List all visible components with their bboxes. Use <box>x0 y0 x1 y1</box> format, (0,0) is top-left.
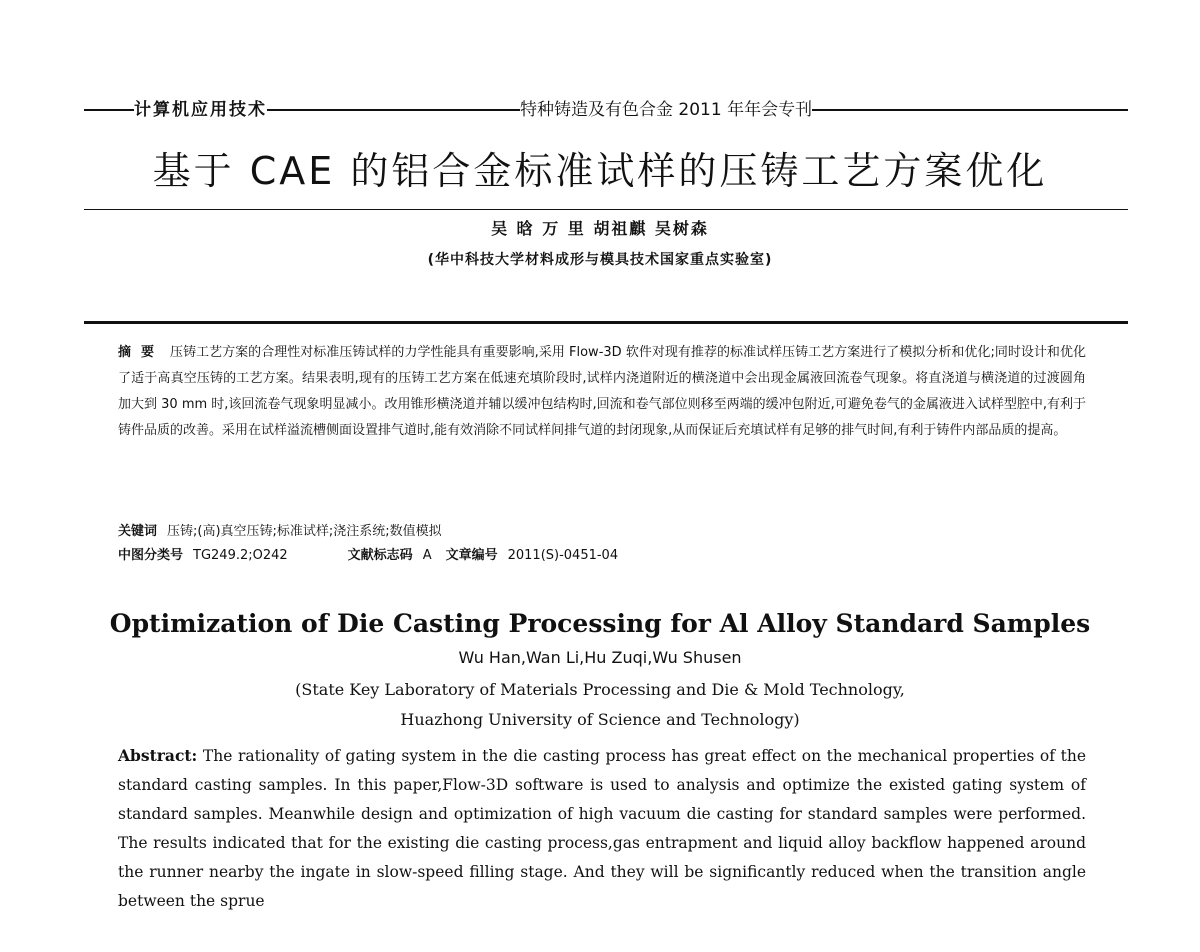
affiliation-en <box>0 675 1200 735</box>
keywords-cn-text: 压铸;(高)真空压铸;标准试样;浇注系统;数值模拟 <box>167 524 442 539</box>
authors-en: Wu Han,Wan Li,Hu Zuqi,Wu Shusen <box>458 648 742 667</box>
running-header <box>84 96 1128 124</box>
affiliation-en-line1: (State Key Laboratory of Materials Processing and Die & Mold Technology, <box>295 680 905 699</box>
header-journal-label: 特种铸造及有色合金 2011 年年会专刊 <box>520 96 812 124</box>
affiliation-en-line2: Huazhong University of Science and Technology) <box>400 710 800 729</box>
doc-code-value: A <box>422 548 432 563</box>
abstract-divider <box>84 321 1128 324</box>
doc-code-label: 文献标志码 <box>347 548 413 563</box>
abstract-cn-text: 压铸工艺方案的合理性对标准压铸试样的力学性能具有重要影响,采用 Flow-3D 软件对现有推荐的标准试样压铸工艺方案进行了模拟分析和优化;同时设计和优化了适于高真空压铸的工艺方案。结果表明,现有的压铸工艺方案在低速充填阶段时,试样内浇道附近的横浇道中会出现金属液回流卷气现象。将直浇道与横浇道的过渡圆角加大到 30 mm 时,该回流卷气现象明显减小。改用锥形横浇道并辅以缓冲包结构时,回流和卷气部位则移至两端的缓冲包附近,可避免卷气的金属液进入试样型腔中,有利于铸件品质的改善。采用在试样溢流槽侧面设置排气道时,能有效消除不同试样间排气道的封闭现象,从而保证后充填试样有足够的排气时间,有利于铸件内部品质的提高。 <box>118 345 1086 438</box>
keywords-cn-label: 关键词 <box>118 524 158 539</box>
classification-line <box>118 545 1086 567</box>
keywords-cn <box>118 521 1086 543</box>
abstract-cn <box>118 340 1086 444</box>
affiliation-cn: (华中科技大学材料成形与模具技术国家重点实验室) <box>427 252 773 268</box>
authors-cn: 吴 晗 万 里 胡祖麒 吴树森 <box>491 219 709 238</box>
paper-title-cn: 基于 CAE 的铝合金标准试样的压铸工艺方案优化 <box>152 149 1048 193</box>
article-no-value: 2011(S)-0451-04 <box>507 548 619 563</box>
abstract-en <box>118 741 1086 916</box>
abstract-en-label: Abstract: <box>118 746 198 765</box>
paper-title-en: Optimization of Die Casting Processing for Al Alloy Standard Samples <box>109 609 1091 638</box>
article-no-label: 文章编号 <box>445 548 498 563</box>
clc-value: TG249.2;O242 <box>193 548 288 563</box>
title-divider <box>84 209 1128 210</box>
clc-label: 中图分类号 <box>118 548 184 563</box>
header-section-label: 计算机应用技术 <box>134 96 267 124</box>
abstract-en-text: The rationality of gating system in the die casting process has great effect on the mechanical properties of the standard casting samples. In this paper,Flow-3D software is used to analysis and optimize the existed gating system of standard samples. Meanwhile design and optimization of high vacuum die casting for standard samples were performed. The results indicated that for the existing die casting process,gas entrapment and liquid alloy backflow happened around the runner nearby the ingate in slow-speed filling stage. And they will be significantly reduced when the transition angle between the sprue <box>118 747 1086 910</box>
abstract-cn-label: 摘要 <box>118 345 165 360</box>
